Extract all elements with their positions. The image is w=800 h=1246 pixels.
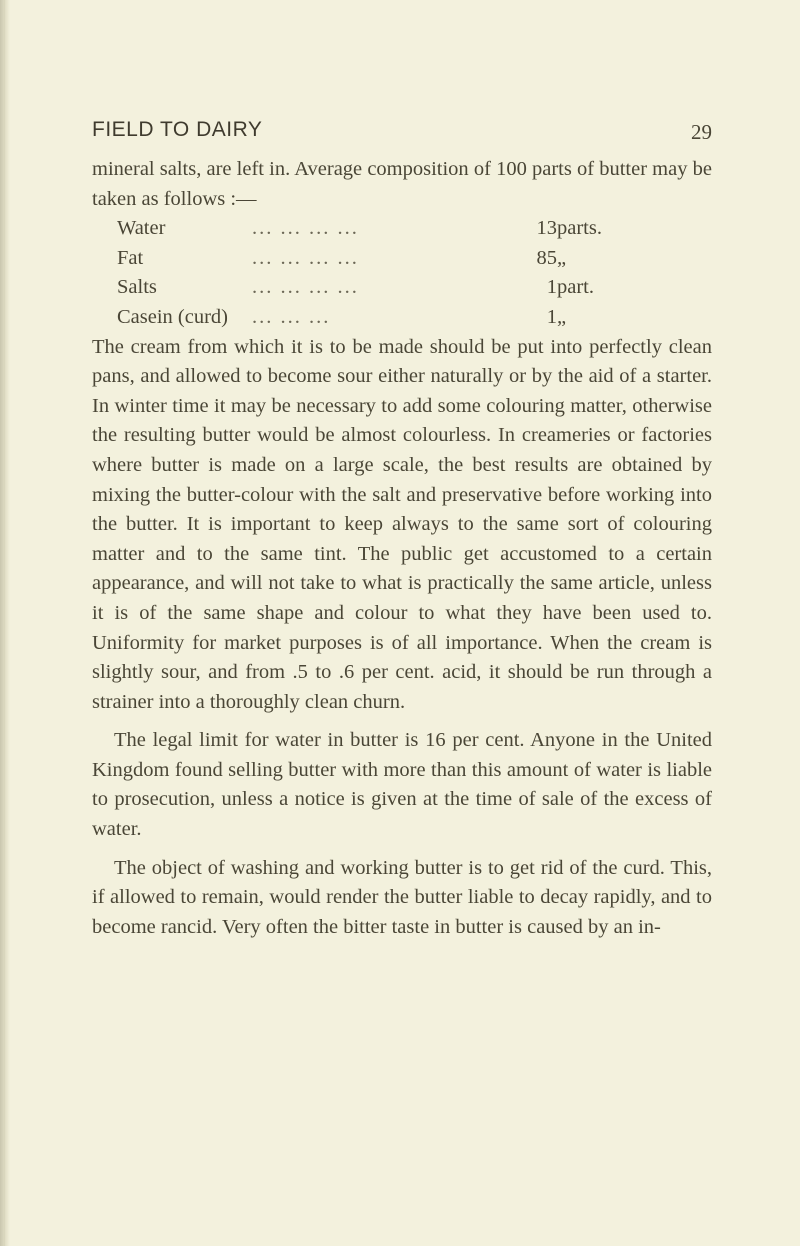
page-number: 29 [691, 120, 712, 144]
leader-dots: ... ... ... [252, 305, 331, 328]
component-name: Salts [117, 276, 157, 299]
component-unit: parts. [557, 217, 602, 240]
composition-row-casein [117, 303, 647, 333]
component-name: Water [117, 217, 166, 240]
paragraph-legal-limit: The legal limit for water in butter is 16 per cent. Anyone in the United Kingdom found selling butter with more than this amount of water is liable to prosecution, unless a notice is given at the time of sale of the excess of water. [92, 729, 712, 841]
component-value: 13 [536, 217, 557, 240]
page-binding-edge [0, 0, 10, 1246]
composition-row-fat [117, 244, 647, 274]
component-name: Casein (curd) [117, 305, 228, 328]
component-value: 85 [536, 246, 557, 269]
composition-row-salts [117, 273, 647, 303]
leader-dots: ... ... ... ... [252, 276, 359, 299]
running-head: FIELD TO DAIRY [92, 118, 263, 141]
paragraph-composition-intro: mineral salts, are left in. Average composition of 100 parts of butter may be taken as follows :— [92, 158, 712, 210]
component-value: 1 [546, 276, 557, 299]
component-unit: part. [557, 276, 594, 299]
page-header [92, 118, 712, 148]
leader-dots: ... ... ... ... [252, 246, 359, 269]
composition-row-water [117, 214, 647, 244]
paragraph-cream-preparation: The cream from which it is to be made should be put into perfectly clean pans, and allowed to become sour either naturally or by the aid of a starter. In winter time it may be necessary to add some colouring matter, otherwise the resulting butter would be almost colourless. In creameries or factories where butter is made on a large scale, the best results are obtained by mixing the butter-colour with the salt and preservative before working into the butter. It is important to keep always to the same sort of colouring matter and to the same tint. The public get accustomed to a certain appearance, and will not take to what is practically the same article, unless it is of the same shape and colour to what they have been used to. Uniformity for market purposes is of all importance. When the cream is slightly sour, and from .5 to .6 per cent. acid, it should be run through a strainer into a thoroughly clean churn. [92, 335, 712, 713]
component-value: 1 [546, 305, 557, 328]
component-unit: „ [557, 246, 567, 269]
component-unit: „ [557, 305, 567, 328]
component-name: Fat [117, 246, 144, 269]
paragraph-washing-butter: The object of washing and working butter is to get rid of the curd. This, if allowed to remain, would render the butter liable to decay rapidly, and to become rancid. Very often the bitter taste in butter is caused by an in- [92, 856, 712, 938]
body-text [92, 155, 712, 942]
leader-dots: ... ... ... ... [252, 217, 359, 240]
binding-line [3, 0, 5, 1246]
composition-table [117, 214, 647, 332]
